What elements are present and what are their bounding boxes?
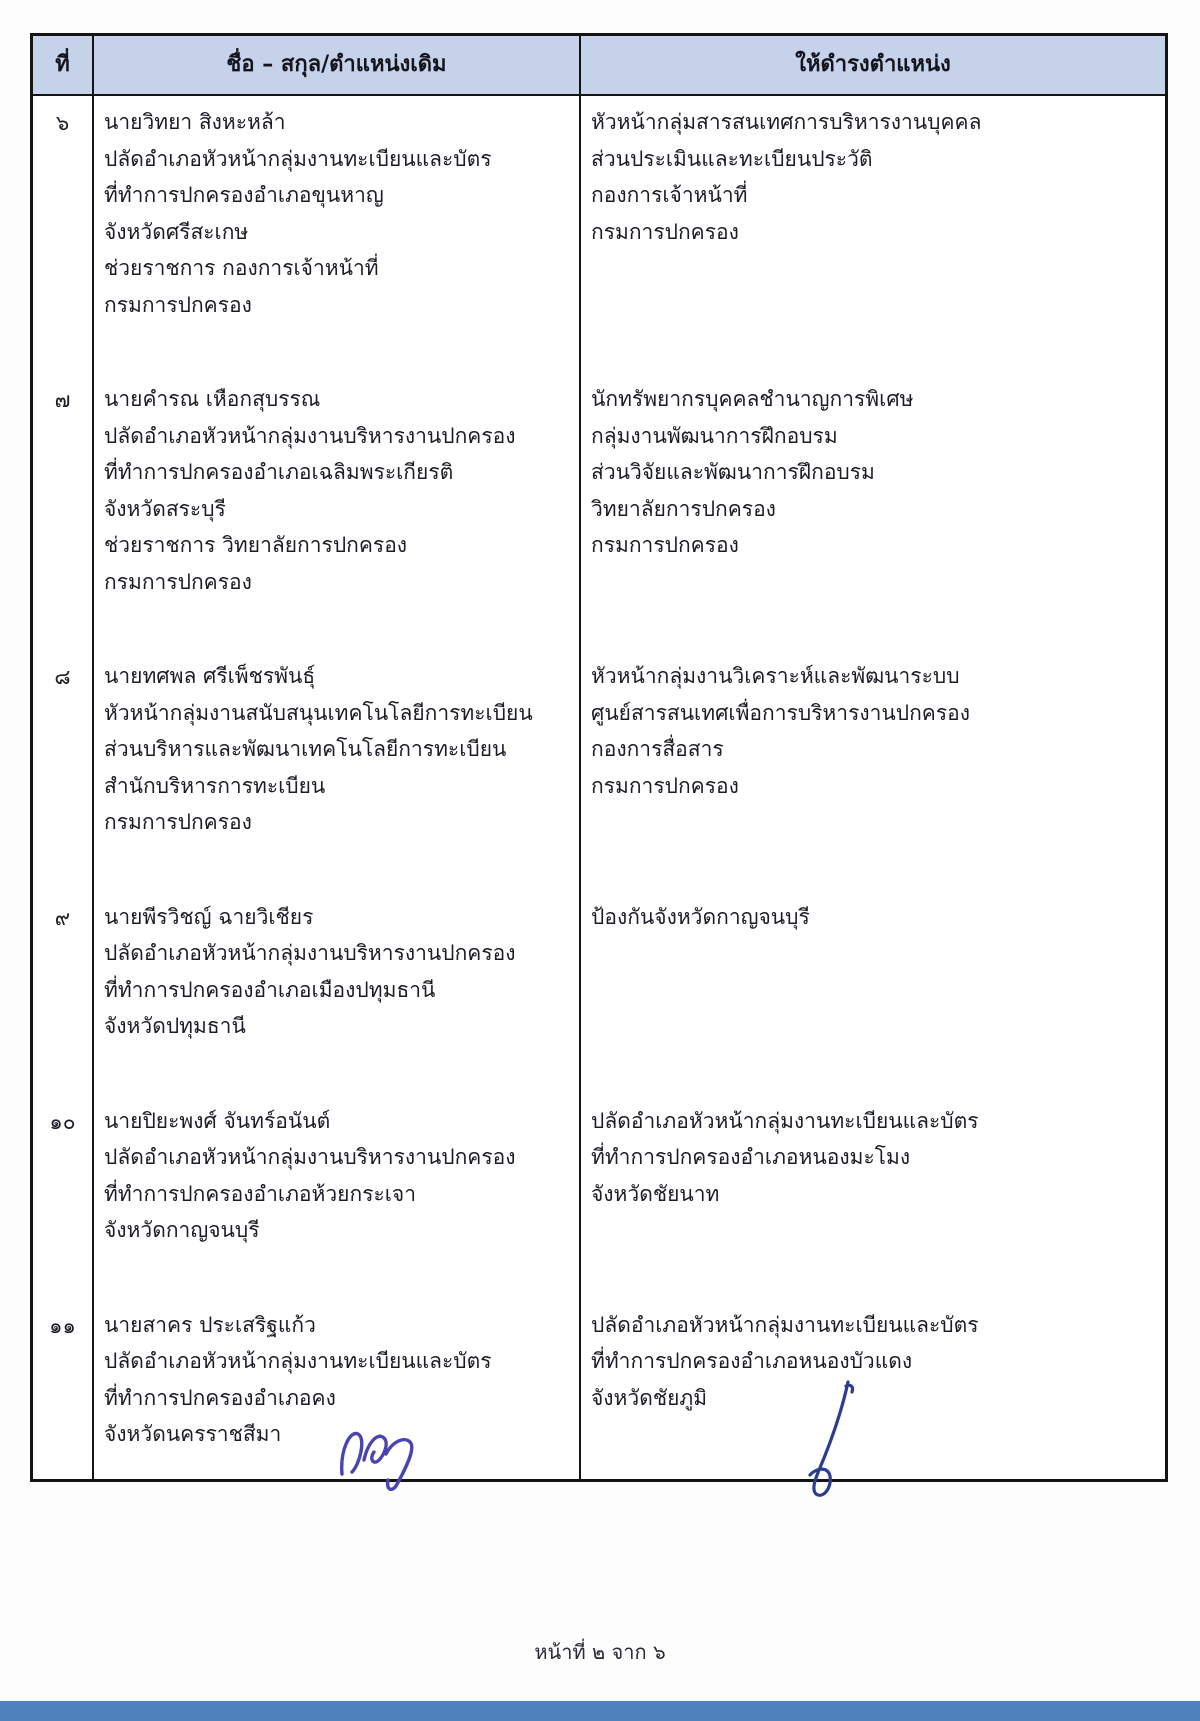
- text-line: นายทศพล ศรีเพ็ชรพันธุ์: [104, 664, 316, 688]
- table-row: [33, 650, 1165, 891]
- text-line: จังหวัดสระบุรี: [104, 496, 226, 521]
- table-row: [33, 96, 1165, 373]
- row-number: ๑๑: [33, 1299, 94, 1479]
- text-line: หัวหน้ากลุ่มงานวิเคราะห์และพัฒนาระบบ: [591, 664, 960, 688]
- text-line: ที่ทำการปกครองอำเภอขุนหาญ: [104, 183, 384, 207]
- new-position-cell: [581, 1095, 1165, 1299]
- former-position-cell: [94, 891, 581, 1095]
- text-line: ช่วยราชการ กองการเจ้าหน้าที่: [104, 256, 379, 280]
- row-number: ๘: [33, 650, 94, 891]
- text-line: จังหวัดชัยภูมิ: [591, 1385, 708, 1410]
- text-line: กรมการปกครอง: [591, 219, 739, 244]
- text-line: นักทรัพยากรบุคคลชำนาญการพิเศษ: [591, 387, 914, 411]
- table-row: [33, 891, 1165, 1095]
- table-row: [33, 373, 1165, 650]
- text-line: ปลัดอำเภอหัวหน้ากลุ่มงานบริหารงานปกครอง: [104, 941, 516, 965]
- text-line: ปลัดอำเภอหัวหน้ากลุ่มงานทะเบียนและบัตร: [591, 1312, 979, 1337]
- text-line: วิทยาลัยการปกครอง: [591, 496, 776, 521]
- text-line: กลุ่มงานพัฒนาการฝึกอบรม: [591, 423, 838, 448]
- header-no: ที่: [33, 36, 94, 94]
- header-former-position: ชื่อ – สกุล/ตำแหน่งเดิม: [94, 36, 581, 94]
- former-position-cell: [94, 373, 581, 650]
- text-line: ปลัดอำเภอหัวหน้ากลุ่มงานบริหารงานปกครอง: [104, 1145, 516, 1169]
- new-position-cell: [581, 1299, 1165, 1479]
- table-body: [33, 96, 1165, 1479]
- text-line: ช่วยราชการ วิทยาลัยการปกครอง: [104, 533, 408, 557]
- text-line: จังหวัดกาญจนบุรี: [104, 1218, 260, 1242]
- personnel-table: [30, 33, 1168, 1482]
- text-line: สำนักบริหารการทะเบียน: [104, 773, 326, 798]
- text-line: ส่วนบริหารและพัฒนาเทคโนโลยีการทะเบียน: [104, 737, 507, 761]
- text-line: ปลัดอำเภอหัวหน้ากลุ่มงานบริหารงานปกครอง: [104, 423, 516, 448]
- row-number: ๖: [33, 96, 94, 373]
- text-line: ส่วนประเมินและทะเบียนประวัติ: [591, 146, 873, 171]
- former-position-cell: [94, 650, 581, 891]
- text-line: ที่ทำการปกครองอำเภอหนองบัวแดง: [591, 1349, 913, 1373]
- table-row: [33, 1299, 1165, 1479]
- row-number: ๗: [33, 373, 94, 650]
- text-line: นายคำรณ เหือกสุบรรณ: [104, 387, 321, 411]
- text-line: กรมการปกครอง: [104, 569, 252, 594]
- table-header-row: [33, 36, 1165, 96]
- text-line: ปลัดอำเภอหัวหน้ากลุ่มงานทะเบียนและบัตร: [104, 146, 492, 171]
- text-line: กรมการปกครอง: [104, 292, 252, 317]
- text-line: กองการเจ้าหน้าที่: [591, 183, 748, 207]
- header-new-position: ให้ดำรงตำแหน่ง: [795, 52, 951, 77]
- text-line: ที่ทำการปกครองอำเภอห้วยกระเจา: [104, 1181, 417, 1206]
- row-number: ๙: [33, 891, 94, 1095]
- text-line: ส่วนวิจัยและพัฒนาการฝึกอบรม: [591, 460, 875, 484]
- text-line: นายสาคร ประเสริฐแก้ว: [104, 1312, 316, 1337]
- text-line: นายวิทยา สิงหะหล้า: [104, 110, 286, 134]
- text-line: กรมการปกครอง: [591, 773, 739, 798]
- text-line: ที่ทำการปกครองอำเภอหนองมะโมง: [591, 1145, 911, 1169]
- text-line: ป้องกันจังหวัดกาญจนบุรี: [591, 904, 810, 929]
- text-line: จังหวัดชัยนาท: [591, 1181, 720, 1206]
- new-position-cell: [581, 373, 1165, 650]
- former-position-cell: [94, 96, 581, 373]
- text-line: จังหวัดปทุมธานี: [104, 1014, 246, 1038]
- text-line: นายพีรวิชญ์ ฉายวิเชียร: [104, 904, 314, 929]
- new-position-cell: [581, 96, 1165, 373]
- text-line: กรมการปกครอง: [591, 533, 739, 557]
- former-position-cell: [94, 1299, 581, 1479]
- text-line: กรมการปกครอง: [104, 810, 252, 834]
- text-line: ปลัดอำเภอหัวหน้ากลุ่มงานทะเบียนและบัตร: [591, 1108, 979, 1133]
- row-number: ๑๐: [33, 1095, 94, 1299]
- text-line: หัวหน้ากลุ่มสารสนเทศการบริหารงานบุคคล: [591, 110, 982, 134]
- text-line: จังหวัดนครราชสีมา: [104, 1422, 282, 1446]
- bottom-blue-bar: [0, 1701, 1200, 1721]
- text-line: กองการสื่อสาร: [591, 737, 724, 761]
- former-position-cell: [94, 1095, 581, 1299]
- page-number-label: หน้าที่ ๒ จาก ๖: [534, 1640, 666, 1664]
- text-line: หัวหน้ากลุ่มงานสนับสนุนเทคโนโลยีการทะเบียน: [104, 700, 533, 725]
- text-line: จังหวัดศรีสะเกษ: [104, 219, 249, 244]
- text-line: ที่ทำการปกครองอำเภอเมืองปทุมธานี: [104, 977, 436, 1002]
- table-row: [33, 1095, 1165, 1299]
- new-position-cell: [581, 891, 1165, 1095]
- text-line: ที่ทำการปกครองอำเภอเฉลิมพระเกียรติ: [104, 460, 454, 484]
- text-line: ศูนย์สารสนเทศเพื่อการบริหารงานปกครอง: [591, 700, 970, 725]
- text-line: นายปิยะพงศ์ จันทร์อนันต์: [104, 1108, 331, 1133]
- new-position-cell: [581, 650, 1165, 891]
- text-line: ที่ทำการปกครองอำเภอคง: [104, 1385, 336, 1410]
- text-line: ปลัดอำเภอหัวหน้ากลุ่มงานทะเบียนและบัตร: [104, 1349, 492, 1373]
